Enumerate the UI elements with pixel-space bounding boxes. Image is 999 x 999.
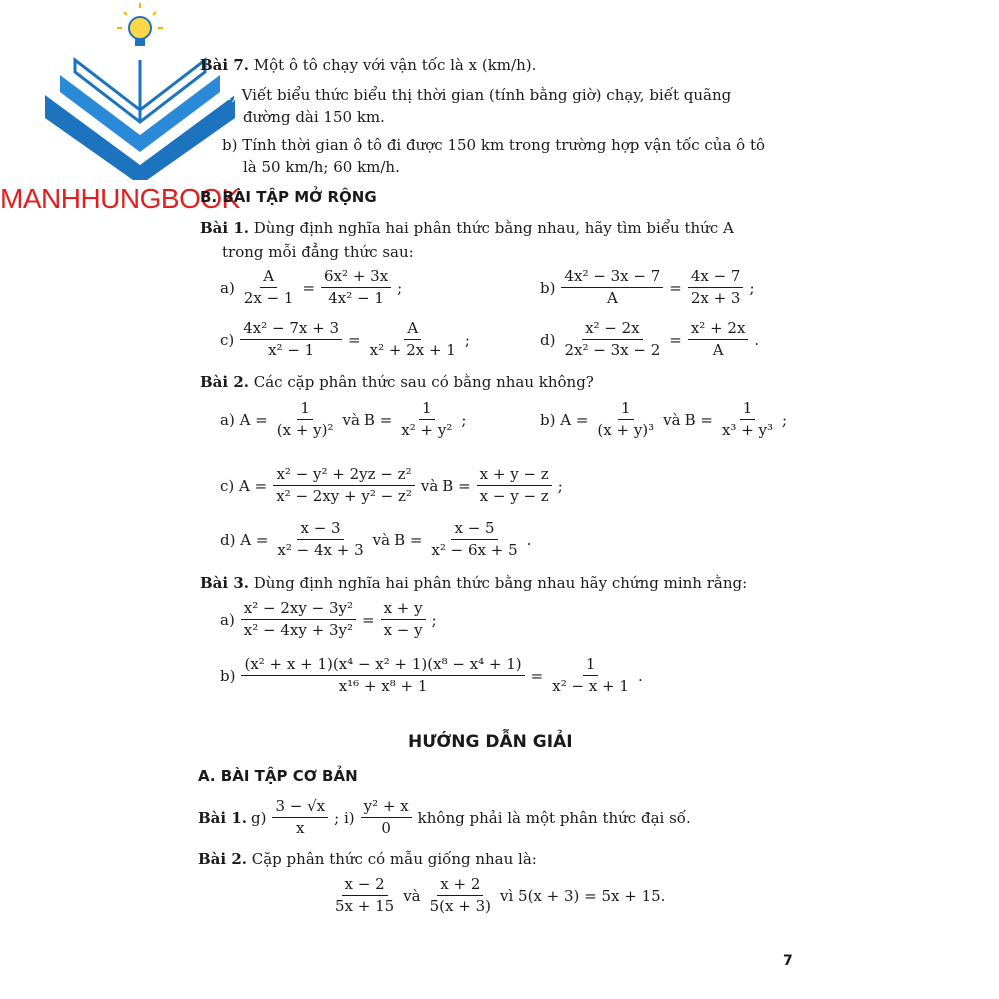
- bai7-b-line1: [222, 136, 765, 154]
- fraction: $\frac{x + y - z}{x - y - z}$: [477, 466, 552, 506]
- mr2-heading: [200, 373, 594, 391]
- sol2-heading: [198, 850, 537, 868]
- fraction: $\frac{x - 2}{5x + 15}$: [335, 875, 395, 916]
- sol1-line: Bài 1. g) $\frac{3 - √x}{x}$ ; i) $\frac{\text{y² + x}}{0}$ không phải là một phân thức đại số.: [198, 797, 691, 838]
- brand-wordmark: MANHHUNGBOOK: [0, 183, 240, 214]
- mr2-c-pair: c) A = $\frac{\text{x² − y² + 2yz − z²}}{\text{x² − 2xy + y² − z²}}$ và B = $\frac{x + y - z}{x - y - z}$ ;: [220, 465, 563, 506]
- bai7-a-text1: Viết biểu thức biểu thị thời gian (tính bằng giờ) chạy, biết quãng: [241, 86, 732, 104]
- eq-label: c): [220, 330, 235, 349]
- mr2-label: Bài 2.: [200, 373, 249, 391]
- mr3-b-equation: b) $\frac{\text{(x² + x + 1)(x⁴ − x² + 1)(x⁸ − x⁴ + 1)}}{\text{x¹⁶ + x⁸ + 1}}$ = $\frac{1}{\text{x² − x + 1}}$ .: [220, 655, 643, 696]
- section-a-title: A. BÀI TẬP CƠ BẢN: [198, 767, 358, 785]
- fraction: $\frac{1}{\text{x² + y²}}$: [401, 399, 453, 440]
- mr1-line1: [200, 219, 734, 237]
- guide-title: HƯỚNG DẪN GIẢI: [408, 732, 573, 752]
- mr1-b-equation: b) $\frac{\text{4x² − 3x − 7}}{A}$ = $\frac{4x - 7}{2x + 3}$ ;: [540, 267, 755, 308]
- mr1-d-equation: d) $\frac{\text{x² − 2x}}{\text{2x² − 3x − 2}}$ = $\frac{\text{x² + 2x}}{A}$ .: [540, 319, 760, 360]
- bai7-b-label: b): [222, 136, 238, 154]
- mr3-label: Bài 3.: [200, 574, 249, 592]
- sol2-equation: $\frac{x - 2}{5x + 15}$ và $\frac{x + 2}{5(x + 3)}$ vì 5(x + 3) = 5x + 15.: [330, 876, 665, 916]
- fraction: $\frac{\text{x² − y² + 2yz − z²}}{\text{x² − 2xy + y² − z²}}$: [273, 466, 415, 506]
- eq-label: a): [220, 278, 235, 297]
- mr2-b-pair: b) A = $\frac{1}{\text{(x + y)³}}$ và B = $\frac{1}{\text{x³ + y³}}$ ;: [540, 399, 788, 440]
- bai7-a-line1: [222, 86, 731, 104]
- fraction: $\frac{x + 2}{5(x + 3)}$: [429, 875, 491, 916]
- mr2-a-pair: a) A = $\frac{1}{\text{(x + y)²}}$ và B = $\frac{1}{\text{x² + y²}}$ ;: [220, 399, 467, 440]
- mr3-heading: [200, 574, 747, 592]
- fraction: $\frac{x - 3}{\text{x² − 4x + 3}}$: [277, 519, 364, 560]
- fraction: $\frac{A}{\text{x² + 2x + 1}}$: [369, 319, 456, 360]
- bai7-label: Bài 7.: [200, 56, 249, 74]
- fraction: $\frac{x - 5}{\text{x² − 6x + 5}}$: [431, 519, 518, 560]
- fraction: $\frac{3 - √x}{x}$: [272, 798, 328, 838]
- bai7-text: Một ô tô chạy với vận tốc là x (km/h).: [253, 56, 537, 74]
- fraction: $\frac{\text{y² + x}}{0}$: [361, 798, 412, 838]
- bai7-a-line2: đường dài 150 km.: [243, 108, 385, 126]
- section-b-title: B. BÀI TẬP MỞ RỘNG: [200, 188, 377, 206]
- fraction: $\frac{x + y}{x - y}$: [381, 600, 426, 640]
- bai7-b-line2: là 50 km/h; 60 km/h.: [243, 158, 400, 176]
- fraction: $\frac{1}{\text{(x + y)³}}$: [597, 399, 655, 440]
- mr1-line2: trong mỗi đẳng thức sau:: [222, 243, 414, 261]
- fraction: $\frac{1}{\text{(x + y)²}}$: [276, 399, 334, 440]
- sol1-label: Bài 1.: [198, 808, 247, 827]
- mr1-a-equation: a) $\frac{A}{2x - 1}$ = $\frac{\text{6x² + 3x}}{\text{4x² − 1}}$ ;: [220, 267, 403, 308]
- bai7-heading: [200, 56, 536, 74]
- mr2-text: Các cặp phân thức sau có bằng nhau không?: [253, 373, 594, 391]
- fraction: $\frac{A}{2x - 1}$: [243, 267, 294, 308]
- fraction: $\frac{\text{x² − 2x}}{\text{2x² − 3x − 2}}$: [564, 319, 661, 360]
- bai7-a-label: a): [222, 86, 237, 104]
- fraction: $\frac{\text{(x² + x + 1)(x⁴ − x² + 1)(x⁸ − x⁴ + 1)}}{\text{x¹⁶ + x⁸ + 1}}$: [241, 656, 524, 696]
- fraction: $\frac{\text{x² − 2xy − 3y²}}{\text{x² − 4xy + 3y²}}$: [241, 600, 356, 640]
- mr3-a-equation: a) $\frac{\text{x² − 2xy − 3y²}}{\text{x² − 4xy + 3y²}}$ = $\frac{x + y}{x - y}$ ;: [220, 599, 437, 640]
- fraction: $\frac{4x - 7}{2x + 3}$: [688, 268, 744, 308]
- fraction: $\frac{1}{\text{x² − x + 1}}$: [552, 655, 629, 696]
- sol2-label: Bài 2.: [198, 850, 247, 868]
- fraction: $\frac{\text{4x² − 3x − 7}}{A}$: [561, 268, 663, 308]
- eq-label: d): [540, 330, 556, 349]
- fraction: $\frac{1}{\text{x³ + y³}}$: [721, 399, 774, 440]
- bai7-b-text1: Tính thời gian ô tô đi được 150 km trong trường hợp vận tốc của ô tô: [242, 136, 766, 154]
- mr1-label: Bài 1.: [200, 219, 249, 237]
- mr1-text1: Dùng định nghĩa hai phân thức bằng nhau, hãy tìm biểu thức A: [253, 219, 734, 237]
- mr3-text: Dùng định nghĩa hai phân thức bằng nhau hãy chứng minh rằng:: [253, 574, 748, 592]
- page-number: 7: [783, 953, 793, 969]
- mr1-c-equation: c) $\frac{\text{4x² − 7x + 3}}{\text{x² − 1}}$ = $\frac{A}{\text{x² + 2x + 1}}$ ;: [220, 319, 470, 360]
- sol2-text: Cặp phân thức có mẫu giống nhau là:: [251, 850, 537, 868]
- mr2-d-pair: d) A = $\frac{x - 3}{\text{x² − 4x + 3}}$ và B = $\frac{x - 5}{\text{x² − 6x + 5}}$ .: [220, 519, 532, 560]
- eq-label: b): [540, 278, 556, 297]
- fraction: $\frac{\text{x² + 2x}}{A}$: [688, 320, 749, 360]
- fraction: $\frac{\text{4x² − 7x + 3}}{\text{x² − 1}}$: [240, 320, 342, 360]
- fraction: $\frac{\text{6x² + 3x}}{\text{4x² − 1}}$: [321, 268, 391, 308]
